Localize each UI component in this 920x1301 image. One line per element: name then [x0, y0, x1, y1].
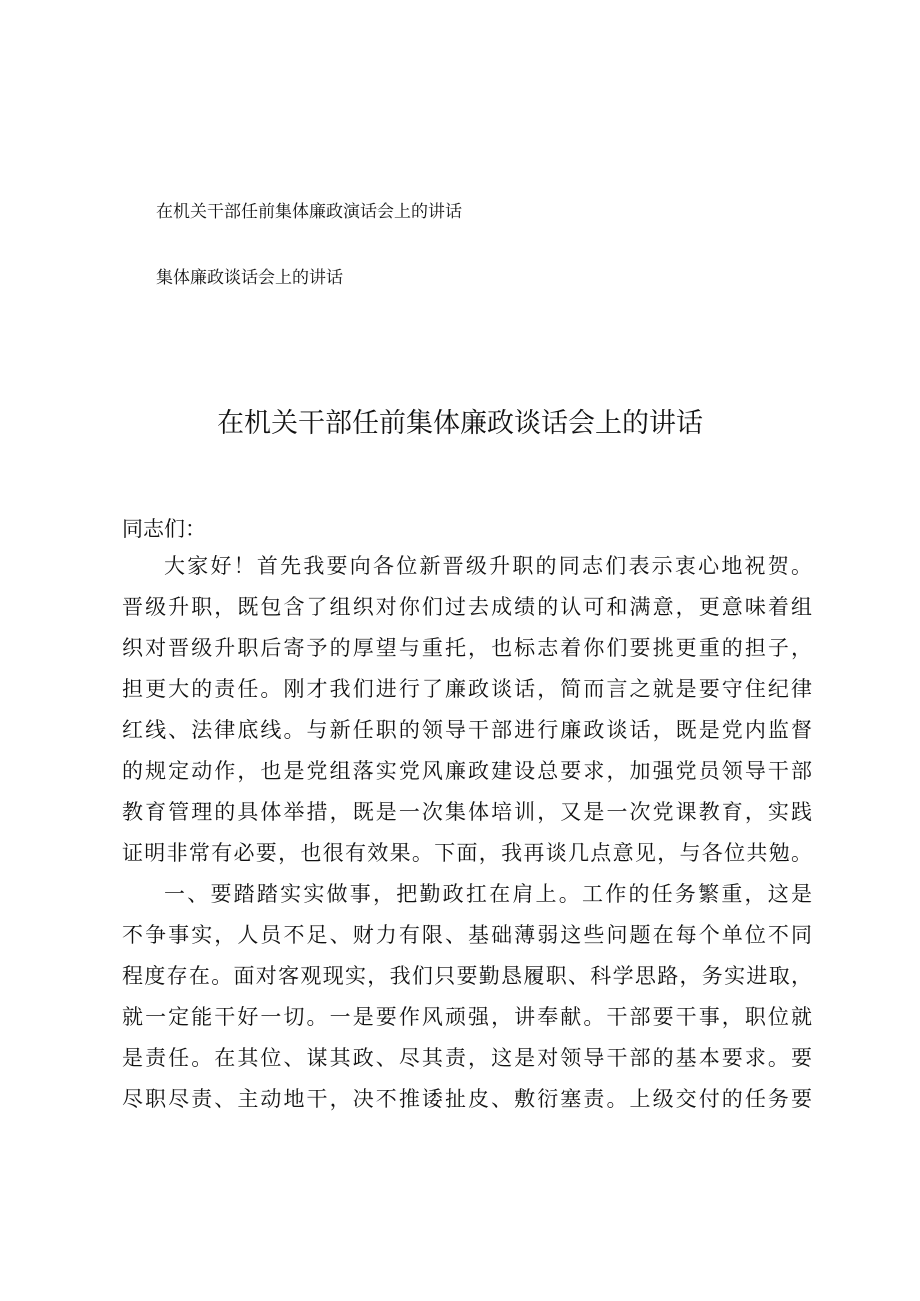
toc-line-1: 在机关干部任前集体廉政演话会上的讲话	[156, 202, 462, 222]
paragraph-line: 大家好！首先我要向各位新晋级升职的同志们表示衷心地祝贺。	[164, 554, 812, 578]
paragraph-line: 红线、法律底线。与新任职的领导干部进行廉政谈话，既是党内监督	[122, 718, 812, 742]
document-body	[122, 508, 812, 1124]
paragraph-line: 证明非常有必要，也很有效果。下面，我再谈几点意见，与各位共勉。	[122, 841, 812, 865]
paragraph-line: 织对晋级升职后寄予的厚望与重托，也标志着你们要挑更重的担子，	[122, 636, 812, 660]
paragraph-line: 不争事实，人员不足、财力有限、基础薄弱这些问题在每个单位不同	[122, 923, 812, 947]
paragraph-1	[122, 550, 812, 878]
paragraph-line: 担更大的责任。刚才我们进行了廉政谈话，简而言之就是要守住纪律	[122, 677, 812, 701]
paragraph-2	[122, 878, 812, 1124]
document-title: 在机关干部任前集体廉政谈话会上的讲话	[217, 408, 703, 439]
paragraph-line: 晋级升职，既包含了组织对你们过去成绩的认可和满意，更意味着组	[122, 595, 812, 619]
paragraph-line: 一、要踏踏实实做事，把勤政扛在肩上。工作的任务繁重，这是	[164, 882, 812, 906]
paragraph-line: 是责任。在其位、谋其政、尽其责，这是对领导干部的基本要求。要	[122, 1046, 812, 1070]
paragraph-line: 程度存在。面对客观现实，我们只要勤恳履职、科学思路，务实进取，	[122, 964, 812, 988]
paragraph-line: 就一定能干好一切。一是要作风顽强，讲奉献。干部要干事，职位就	[122, 1005, 812, 1029]
salutation: 同志们：	[122, 517, 206, 541]
paragraph-line: 的规定动作，也是党组落实党风廉政建设总要求，加强党员领导干部	[122, 759, 812, 783]
paragraph-line: 尽职尽责、主动地干，决不推诿扯皮、敷衍塞责。上级交付的任务要	[122, 1087, 812, 1111]
paragraph-line: 教育管理的具体举措，既是一次集体培训，又是一次党课教育，实践	[122, 800, 812, 824]
toc-line-2: 集体廉政谈话会上的讲话	[156, 268, 343, 288]
